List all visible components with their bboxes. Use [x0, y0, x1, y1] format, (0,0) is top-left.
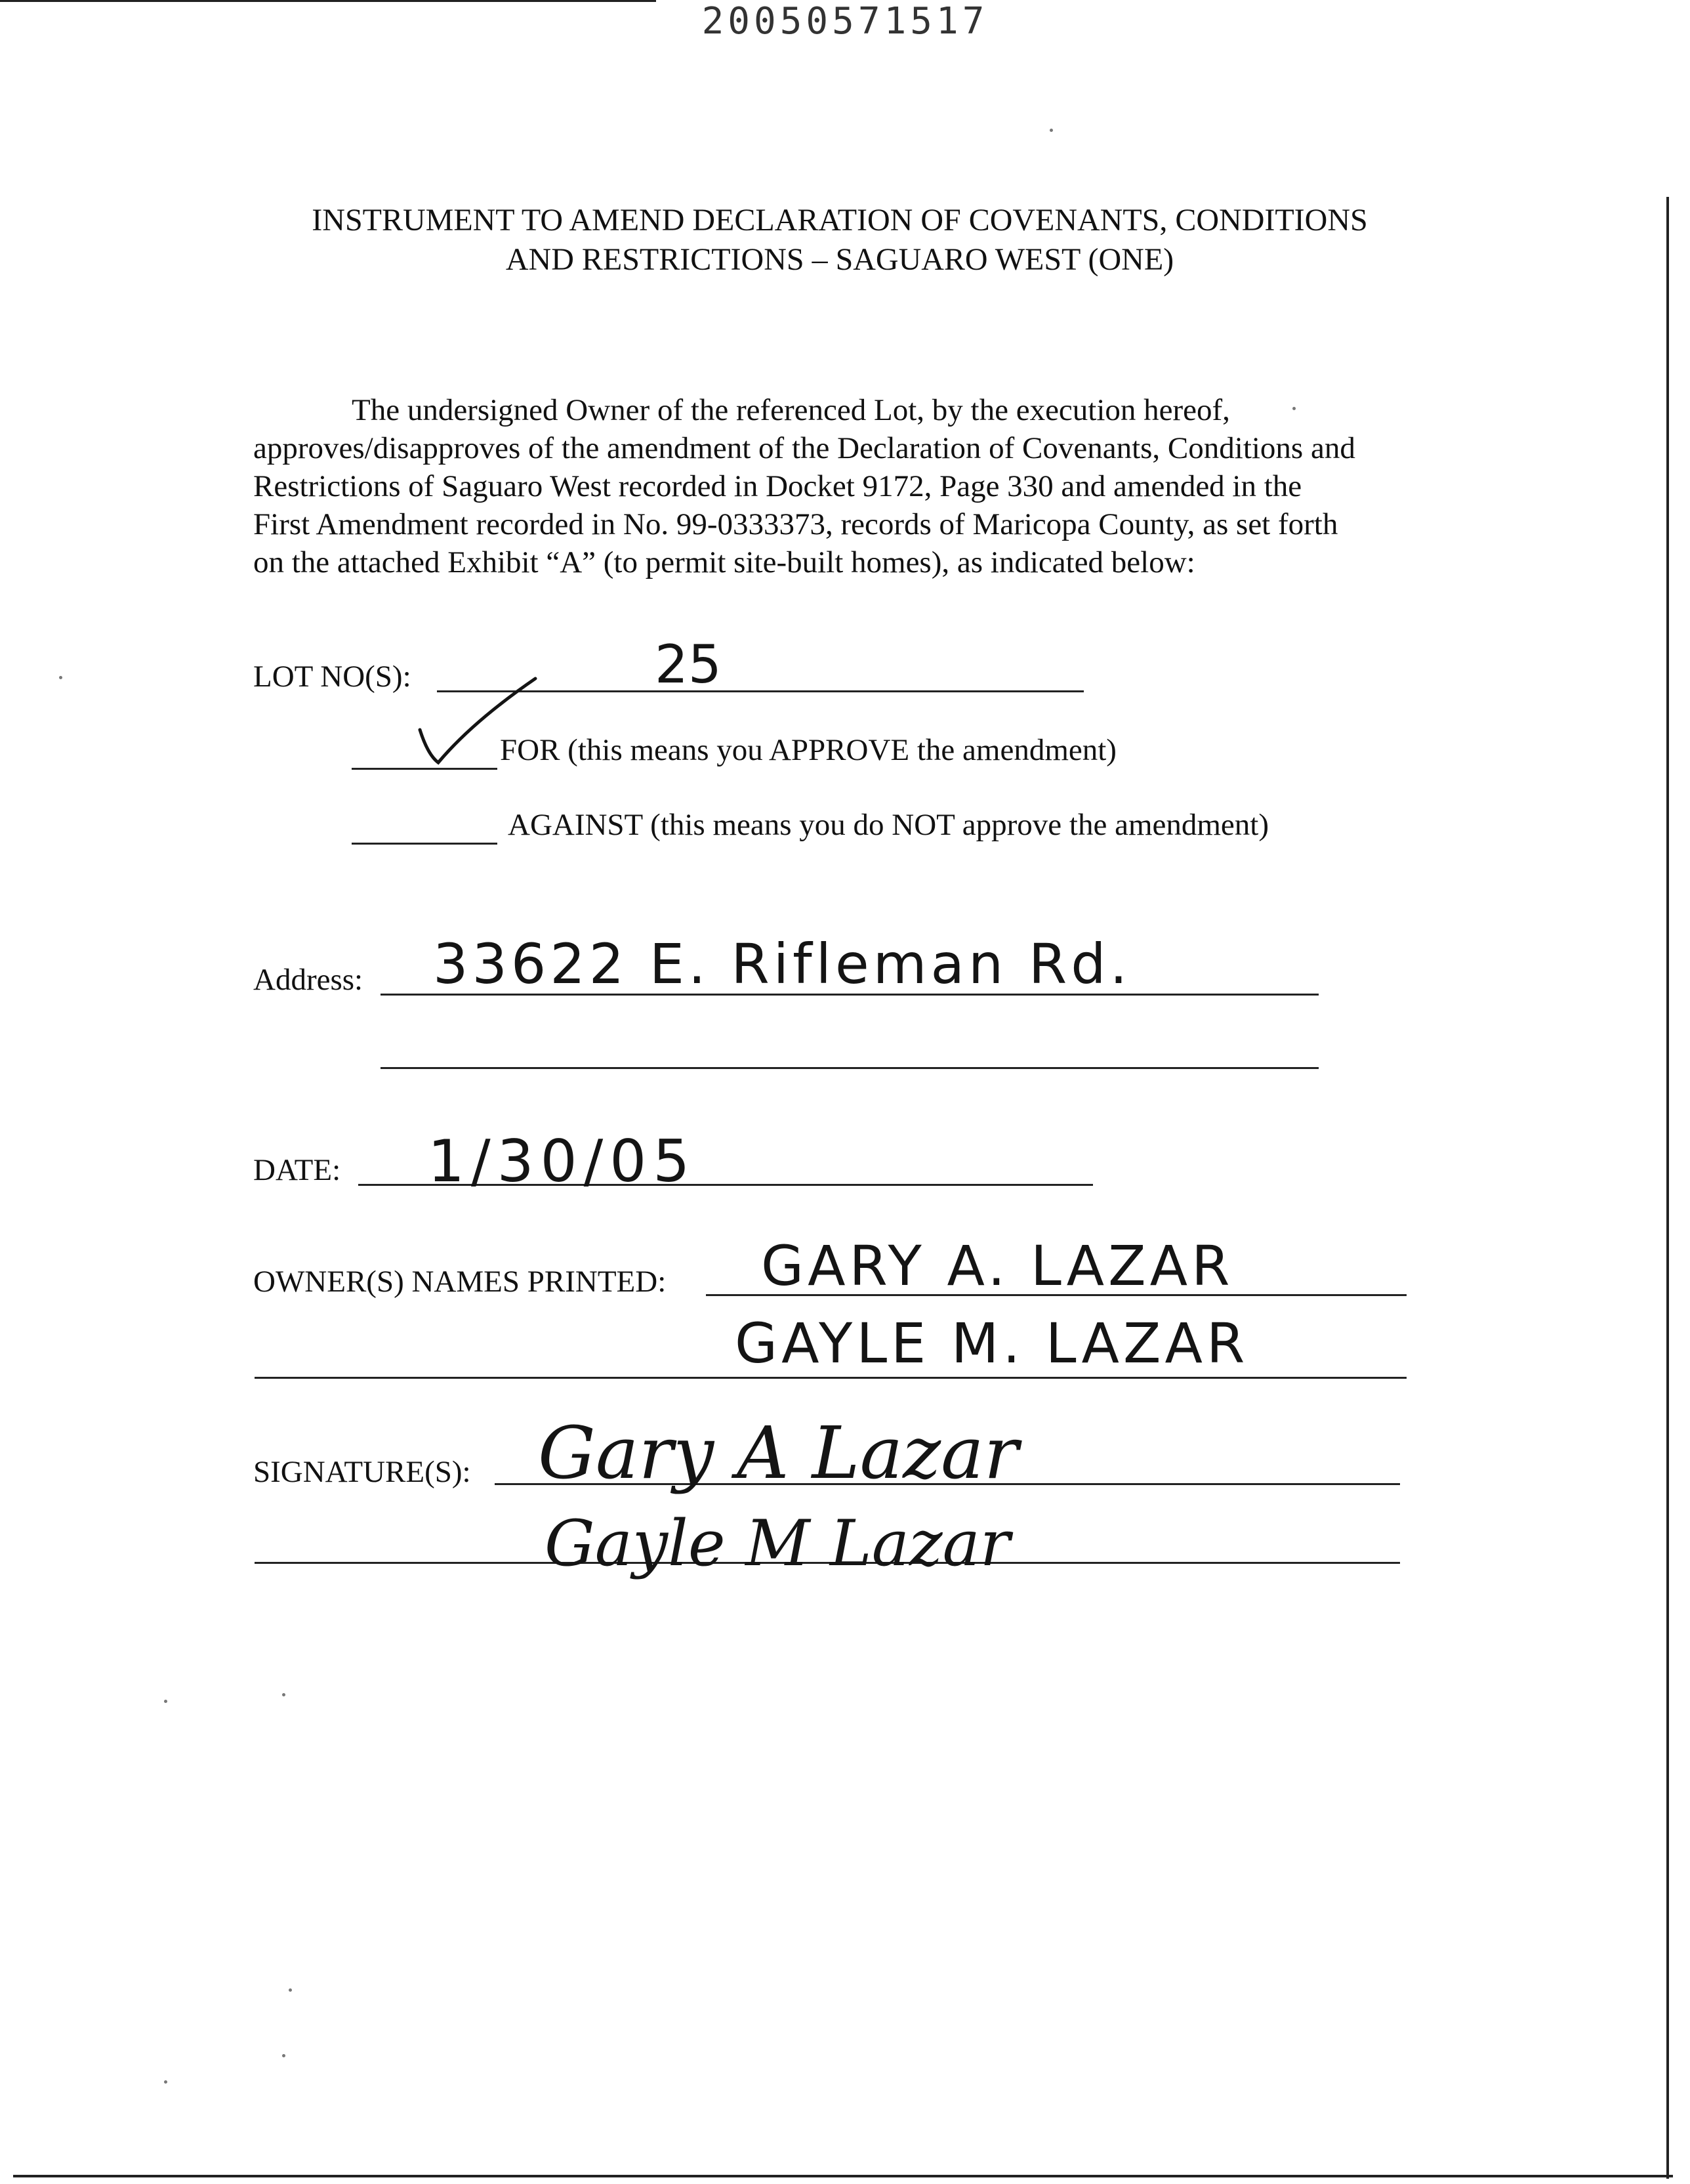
against-blank[interactable]: [352, 843, 497, 845]
signature-2[interactable]: Gayle M Lazar: [545, 1507, 1010, 1580]
title-line-1: INSTRUMENT TO AMEND DECLARATION OF COVENANTS, CONDITIONS: [312, 203, 1368, 238]
address-label: Address:: [253, 963, 363, 997]
against-label: AGAINST (this means you do NOT approve the amendment): [508, 808, 1269, 842]
scan-right-rule: [1666, 197, 1669, 2179]
for-blank[interactable]: [352, 768, 497, 770]
owners-label: OWNER(S) NAMES PRINTED:: [253, 1265, 667, 1299]
body-line: The undersigned Owner of the referenced Lot, by the execution hereof,: [352, 393, 1230, 427]
recording-number: 20050571517: [701, 0, 989, 43]
for-label: FOR (this means you APPROVE the amendment): [500, 733, 1117, 767]
address-line-2: [381, 1067, 1319, 1069]
owner-2-name[interactable]: GAYLE M. LAZAR: [735, 1311, 1249, 1376]
scan-bottom-rule: [13, 2175, 1673, 2177]
body-line: Restrictions of Saguaro West recorded in Docket 9172, Page 330 and amended in the: [253, 469, 1302, 503]
signatures-label: SIGNATURE(S):: [253, 1455, 471, 1489]
body-line: on the attached Exhibit “A” (to permit site-built homes), as indicated below:: [253, 545, 1195, 579]
body-paragraph: [253, 391, 1447, 581]
title-line-2: AND RESTRICTIONS – SAGUARO WEST (ONE): [505, 242, 1174, 277]
owners-line-2: [255, 1377, 1407, 1379]
lot-value[interactable]: 25: [655, 634, 722, 695]
body-line: approves/disapproves of the amendment of the Declaration of Covenants, Conditions and: [253, 431, 1355, 465]
address-value[interactable]: 33622 E. Rifleman Rd.: [433, 932, 1132, 996]
owner-1-name[interactable]: GARY A. LAZAR: [761, 1234, 1234, 1298]
date-label: DATE:: [253, 1153, 341, 1187]
lot-label: LOT NO(S):: [253, 660, 411, 694]
date-value[interactable]: 1/30/05: [428, 1127, 697, 1195]
body-line: First Amendment recorded in No. 99-0333373, records of Maricopa County, as set forth: [253, 507, 1338, 541]
document-title: [223, 201, 1456, 280]
signature-1[interactable]: Gary A Lazar: [538, 1411, 1019, 1495]
